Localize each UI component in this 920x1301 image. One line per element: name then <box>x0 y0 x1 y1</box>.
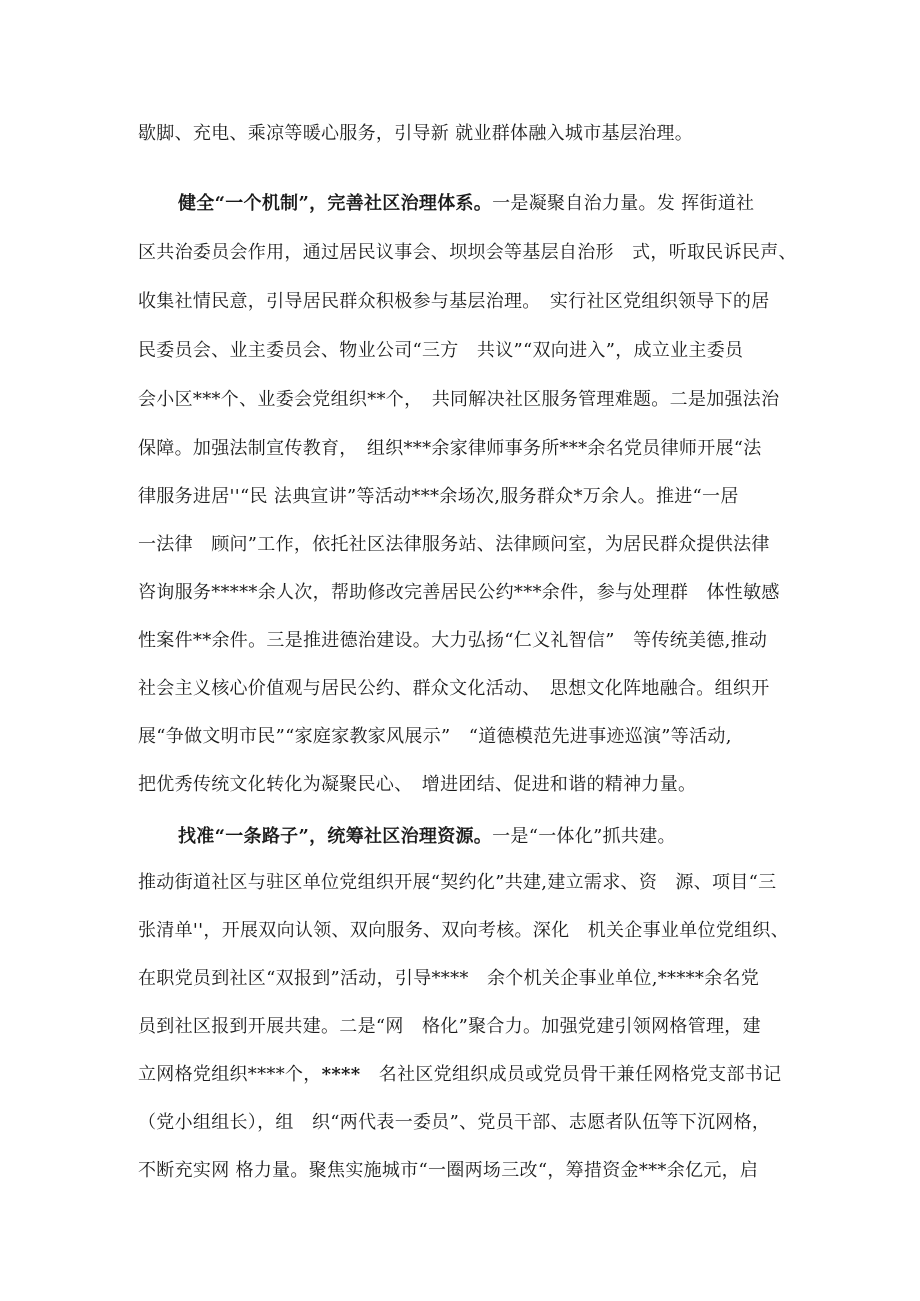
text-line: 咨询服务*****余人次，帮助修改完善居民公约***余件，参与处理群 体性敏感 <box>138 582 780 603</box>
paragraph-1-text: 一是凝聚自治力量。发 挥街道社 <box>492 193 755 214</box>
text-line: 社会主义核心价值观与居民公约、群众文化活动、 思想文化阵地融合。组织开 <box>138 678 770 699</box>
bold-segment: **** <box>321 1064 361 1085</box>
text-line: 歇脚、充电、乘凉等暖心服务，引导新 就业群体融入城市基层治理。 <box>138 123 694 144</box>
paragraph-2-first-line <box>178 825 798 849</box>
text-line: 推动街道社区与驻区单位党组织开展“契约化”共建,建立需求、资 源、项目“三 <box>138 872 777 893</box>
text-line: 在职党员到社区“双报到”活动，引导**** 余个机关企事业单位,*****余名党 <box>138 968 760 989</box>
text-line: 保障。加强法制宣传教育， 组织***余家律师事务所***余名党员律师开展“法 <box>138 438 762 459</box>
text-line: 律服务进居''“民 法典宣讲”等活动***余场次,服务群众*万余人。推进“一居 <box>138 486 739 507</box>
text-line: 区共治委员会作用，通过居民议事会、坝坝会等基层自治形 式，听取民诉民声、 <box>138 242 797 263</box>
paragraph-1-heading: 健全“一个机制”，完善社区治理体系。 <box>178 193 493 214</box>
text-line: 性案件**余件。三是推进德治建设。大力弘扬“仁义礼智信” 等传统美德,推动 <box>138 630 768 651</box>
paragraph-1-first-line <box>178 192 798 216</box>
paragraph-2-heading: 找准“一条路子”，统筹社区治理资源。 <box>178 826 493 847</box>
text-segment: 名社区党组织成员或党员骨干兼任网格党支部书记 <box>360 1064 782 1085</box>
text-line: 一法律 顾问”工作，依托社区法律服务站、法律顾问室，为居民群众提供法律 <box>138 534 770 555</box>
text-line: 展“争做文明市民”“家庭家教家风展示” “道德模范先进事迹巡演”等活动, <box>138 726 732 747</box>
text-segment: 立网格党组织****个， <box>138 1064 322 1085</box>
text-line: 收集社情民意，引导居民群众积极参与基层治理。 实行社区党组织领导下的居 <box>138 291 770 312</box>
text-line: 把优秀传统文化转化为凝聚民心、 增进团结、促进和谐的精神力量。 <box>138 774 697 795</box>
text-line: （党小组组长），组 织“两代表一委员”、党员干部、志愿者队伍等下沉网格， <box>138 1112 771 1133</box>
text-line: 不断充实网 格力量。聚焦实施城市“一圈两场三改“，筹措资金***余亿元，启 <box>138 1160 759 1181</box>
text-line: 张清单''，开展双向认领、双向服务、双向考核。深化 机关企事业单位党组织、 <box>138 920 789 941</box>
text-line: 会小区***个、业委会党组织**个， 共同解决社区服务管理难题。二是加强法治 <box>138 389 780 410</box>
text-line-mixed <box>138 1063 798 1087</box>
text-line: 员到社区报到开展共建。二是“网 格化”聚合力。加强党建引领网格管理，建 <box>138 1016 761 1037</box>
text-line: 民委员会、业主委员会、物业公司“三方 共议”“双向进入”，成立业主委员 <box>138 340 744 361</box>
paragraph-2-text: 一是“一体化”抓共建。 <box>492 826 676 847</box>
